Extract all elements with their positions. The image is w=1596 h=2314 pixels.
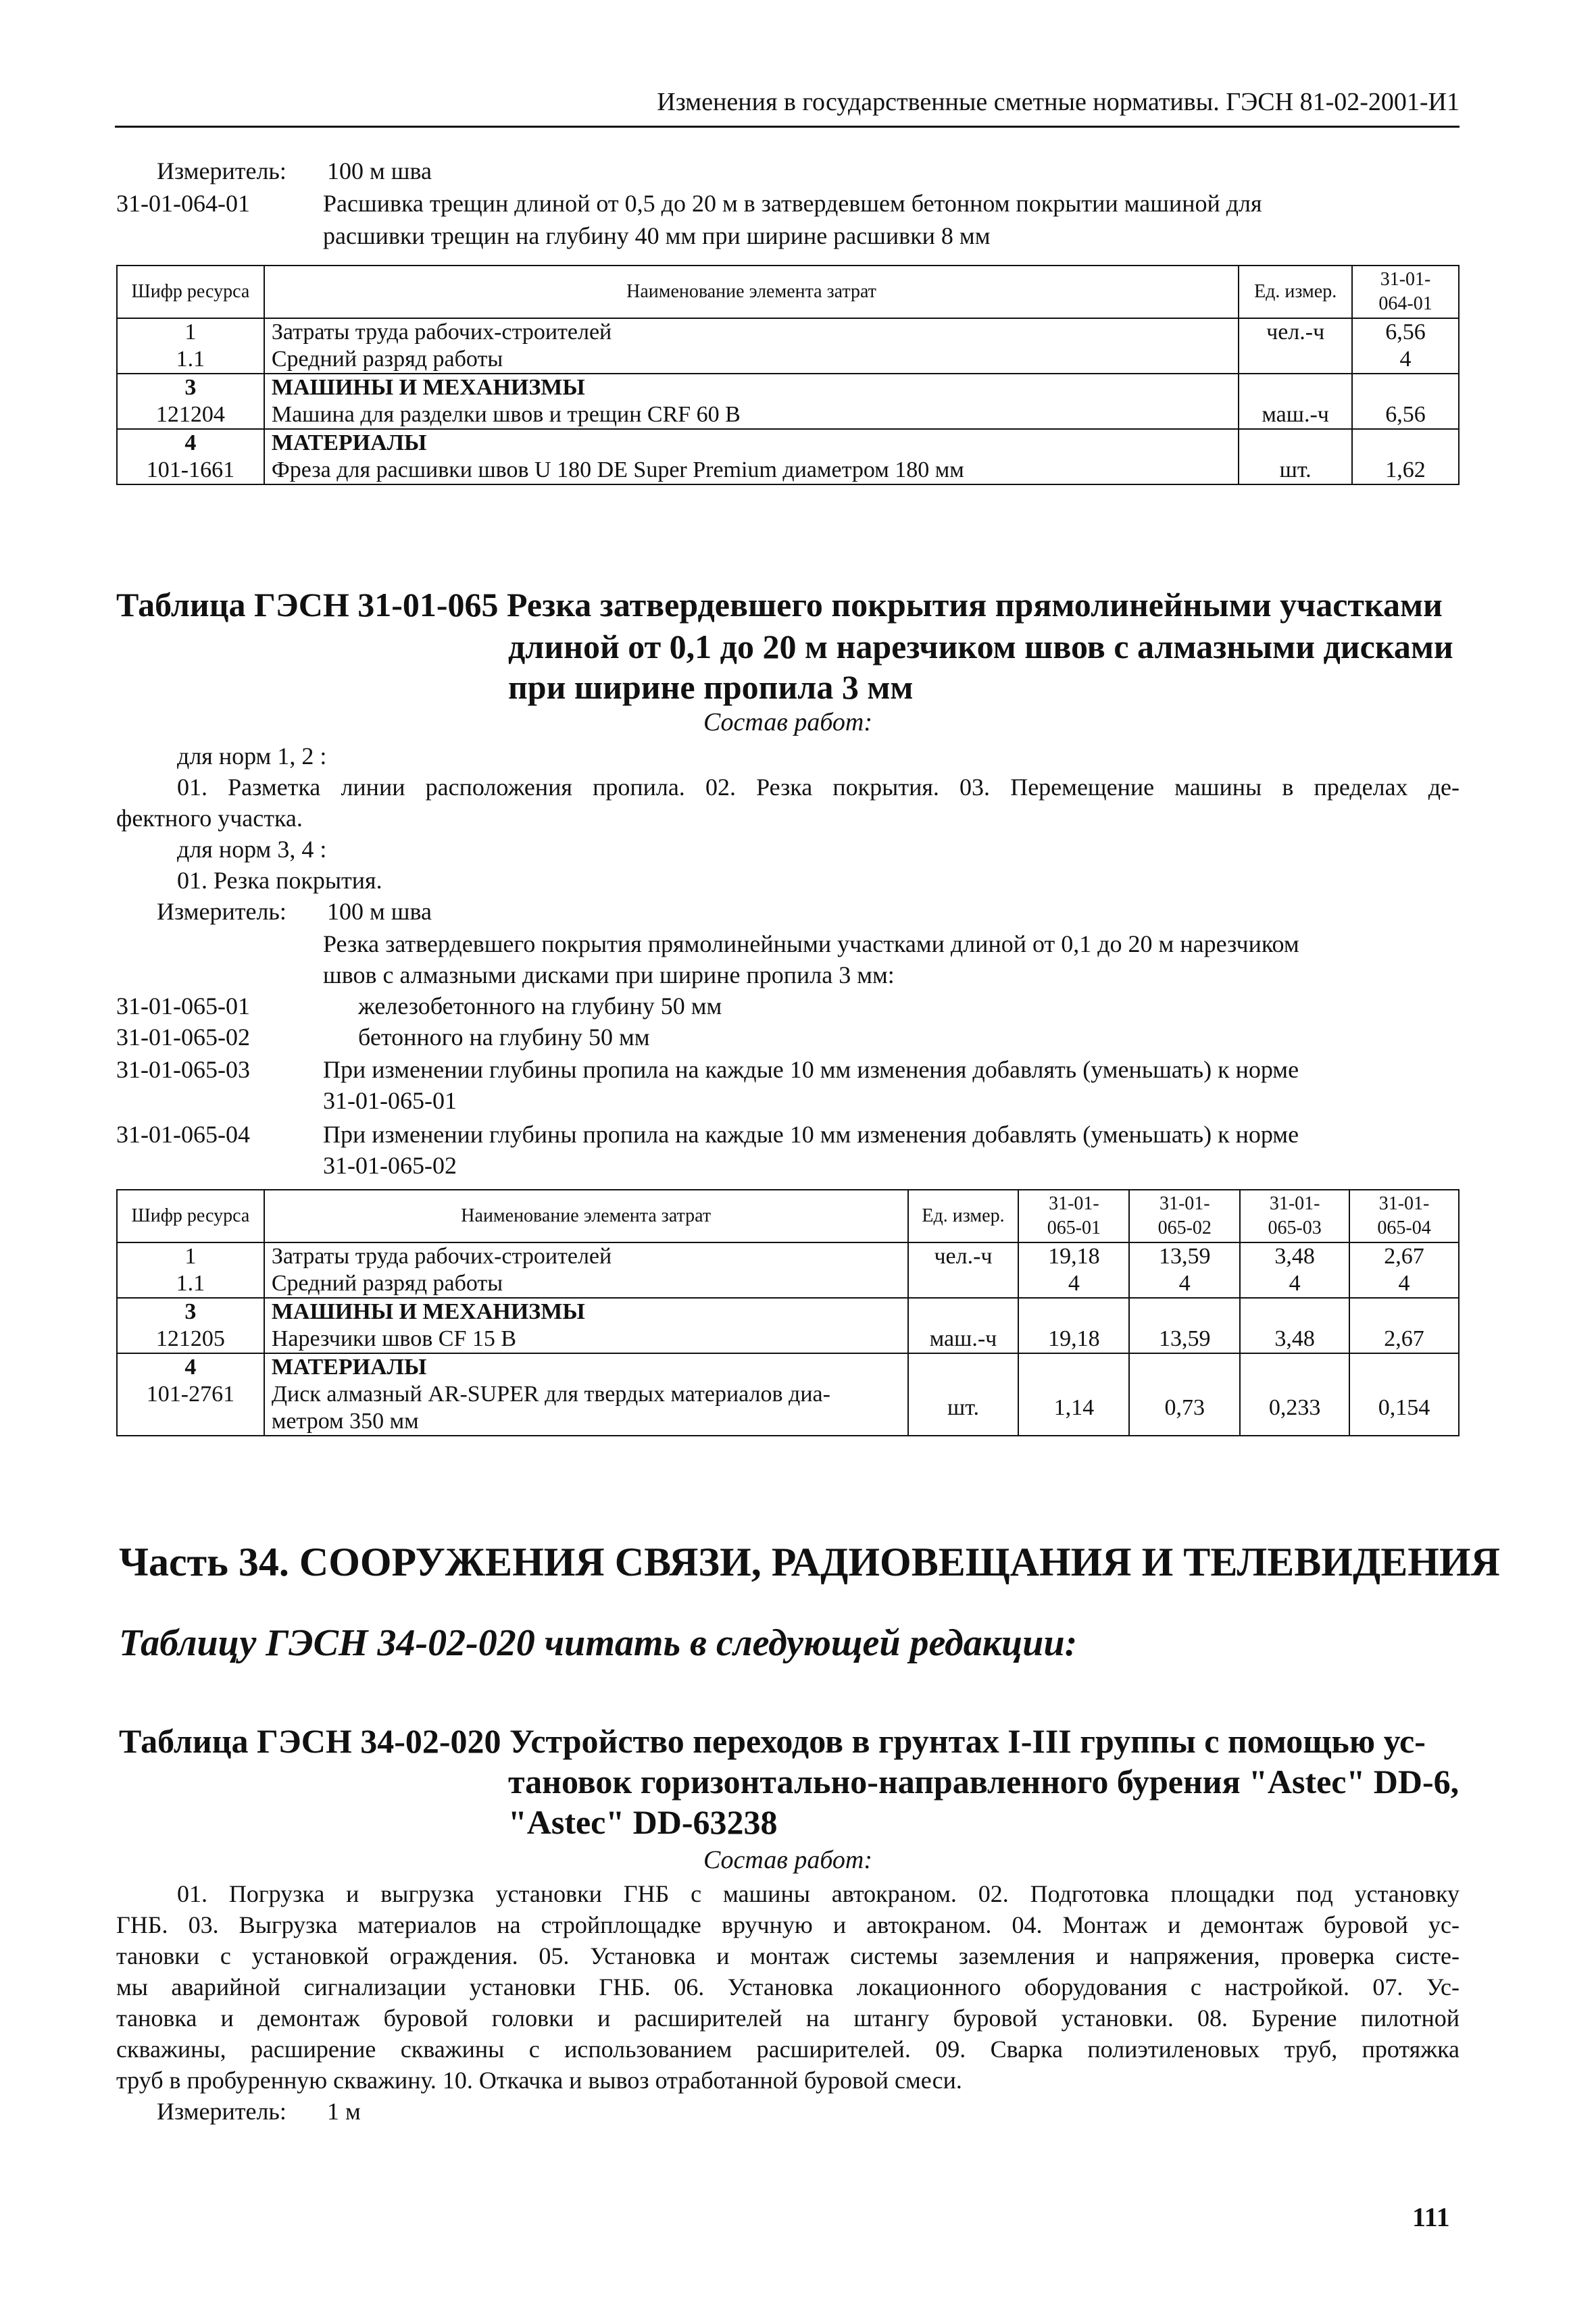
- cell-name: МАТЕРИАЛЫ: [264, 1353, 908, 1381]
- work-composition-label: Состав работ:: [703, 708, 873, 736]
- cell-name: МАШИНЫ И МЕХАНИЗМЫ: [264, 374, 1239, 401]
- col-norm-l2: 065-01: [1047, 1217, 1101, 1238]
- item-text: железобетонного на глубину 50 мм: [358, 992, 722, 1020]
- norm-description-line2: расшивки трещин на глубину 40 мм при ширине расшивки 8 мм: [323, 222, 991, 249]
- intro-line2: швов с алмазными дисками при ширине пропила 3 мм:: [323, 961, 895, 988]
- header-rule: [115, 126, 1460, 128]
- resource-table-064: [116, 265, 1460, 485]
- item-code: 31-01-065-01: [116, 992, 250, 1020]
- read-instruction: Таблицу ГЭСН 34-02-020 читать в следующей редакции:: [119, 1622, 1078, 1664]
- section-title-line3: при ширине пропила 3 мм: [508, 668, 914, 706]
- cell-unit: чел.-ч: [908, 1242, 1019, 1270]
- col-norm-l2: 065-04: [1377, 1217, 1431, 1238]
- cell-unit: [908, 1353, 1019, 1381]
- table-row: [117, 1326, 1459, 1353]
- page-number: 111: [1412, 2202, 1450, 2232]
- work-line: тановки с установкой ограждения. 05. Установка и монтаж системы заземления и напряжения, проверка систе-: [116, 1942, 1460, 1969]
- work-line: ГНБ. 03. Выгрузка материалов на стройплощадке вручную и автокраном. 04. Монтаж и демонтаж буровой ус-: [116, 1911, 1460, 1938]
- table-row: [117, 1298, 1459, 1326]
- cell-name: Затраты труда рабочих-строителей: [264, 1242, 908, 1270]
- cell-value: [1352, 374, 1459, 401]
- table-row: [117, 1270, 1459, 1298]
- col-norm-l1: 31-01-: [1159, 1193, 1210, 1214]
- cell-value: [1129, 1353, 1240, 1381]
- norms-3-4-label: для норм 3, 4 :: [177, 836, 327, 863]
- col-header-name: Наименование элемента затрат: [264, 1190, 908, 1242]
- table-row: [117, 346, 1459, 374]
- cell-name: Фреза для расшивки швов U 180 DE Super Premium диаметром 180 мм: [264, 457, 1239, 484]
- cell-name-line1: Диск алмазный AR-SUPER для твердых материалов диа-: [271, 1382, 830, 1407]
- cell-code: 101-1661: [117, 457, 264, 484]
- col-norm-l1: 31-01-: [1269, 1193, 1320, 1214]
- cell-value: 4: [1018, 1270, 1129, 1298]
- cell-value: 3,48: [1240, 1242, 1349, 1270]
- cell-name: Затраты труда рабочих-строителей: [264, 318, 1239, 346]
- cell-value: 1,62: [1352, 457, 1459, 484]
- cell-value: 6,56: [1352, 401, 1459, 429]
- table-row: [117, 1242, 1459, 1270]
- cell-unit: шт.: [908, 1381, 1019, 1436]
- col-header-unit: Ед. измер.: [1239, 266, 1352, 318]
- work-line: 01. Погрузка и выгрузка установки ГНБ с машины автокраном. 02. Подготовка площадки под установку: [177, 1880, 1460, 1907]
- cell-value: 2,67: [1349, 1242, 1459, 1270]
- cell-code: 121205: [117, 1326, 264, 1353]
- cell-value: 3,48: [1240, 1326, 1349, 1353]
- item-code: 31-01-065-04: [116, 1121, 250, 1148]
- col-header-code: Шифр ресурса: [117, 1190, 264, 1242]
- cell-value: [1018, 1298, 1129, 1326]
- cell-code: 3: [117, 374, 264, 401]
- part-title: Часть 34. СООРУЖЕНИЯ СВЯЗИ, РАДИОВЕЩАНИЯ И ТЕЛЕВИДЕНИЯ: [119, 1540, 1500, 1584]
- cell-value: 1,14: [1018, 1381, 1129, 1436]
- work-line: скважины, расширение скважины с использованием расширителей. 09. Сварка полиэтиленовых труб, протяжка: [116, 2036, 1460, 2063]
- cell-value: [1349, 1353, 1459, 1381]
- cell-value: 19,18: [1018, 1242, 1129, 1270]
- section-title-line3: "Astec" DD-63238: [508, 1803, 778, 1841]
- col-header-code: Шифр ресурса: [117, 266, 264, 318]
- cell-value: 0,233: [1240, 1381, 1349, 1436]
- cell-value: 19,18: [1018, 1326, 1129, 1353]
- cell-value: 4: [1352, 346, 1459, 374]
- norms-1-2-label: для норм 1, 2 :: [177, 743, 327, 770]
- work-1-2-line1: 01. Разметка линии расположения пропила. 02. Резка покрытия. 03. Перемещение машины в пределах де-: [177, 774, 1460, 801]
- section-title-line2: длиной от 0,1 до 20 м нарезчиком швов с алмазными дисками: [508, 628, 1453, 665]
- meter-value: 100 м шва: [327, 157, 432, 184]
- work-line: труб в пробуренную скважину. 10. Откачка и вывоз отработанной буровой смеси.: [116, 2067, 962, 2094]
- cell-unit: [908, 1270, 1019, 1298]
- cell-value: 13,59: [1129, 1326, 1240, 1353]
- cell-unit: маш.-ч: [908, 1326, 1019, 1353]
- cell-unit: шт.: [1239, 457, 1352, 484]
- cell-value: [1349, 1298, 1459, 1326]
- meter-label: Измеритель:: [157, 2098, 286, 2125]
- norm-code: 31-01-064-01: [116, 190, 250, 217]
- resource-table-065: [116, 1189, 1460, 1436]
- cell-unit: чел.-ч: [1239, 318, 1352, 346]
- table-row: [117, 318, 1459, 346]
- item-text: При изменении глубины пропила на каждые 10 мм изменения добавлять (уменьшать) к норме: [323, 1056, 1299, 1083]
- cell-value: 4: [1349, 1270, 1459, 1298]
- cell-name: Нарезчики швов CF 15 B: [264, 1326, 908, 1353]
- cell-name-line2: метром 350 мм: [271, 1409, 419, 1434]
- section-title-line2: тановок горизонтально-направленного бурения "Astec" DD-6,: [508, 1763, 1460, 1801]
- meter-label: Измеритель:: [157, 157, 286, 184]
- cell-code: 1: [117, 1242, 264, 1270]
- cell-code: 1.1: [117, 346, 264, 374]
- col-header-norm: [1240, 1190, 1349, 1242]
- cell-value: [1018, 1353, 1129, 1381]
- cell-code: 1.1: [117, 1270, 264, 1298]
- work-composition-label: Состав работ:: [703, 1846, 873, 1874]
- cell-value: [1352, 429, 1459, 457]
- item-code: 31-01-065-03: [116, 1056, 250, 1083]
- cell-name: МАШИНЫ И МЕХАНИЗМЫ: [264, 1298, 908, 1326]
- section-title-line1: Таблица ГЭСН 34-02-020 Устройство переходов в грунтах I-III группы с помощью ус-: [119, 1722, 1426, 1760]
- col-norm-l2: 065-02: [1157, 1217, 1212, 1238]
- col-header-norm: [1129, 1190, 1240, 1242]
- col-header-unit: Ед. измер.: [908, 1190, 1019, 1242]
- cell-unit: [1239, 346, 1352, 374]
- table-row: [117, 1353, 1459, 1381]
- table-row: [117, 374, 1459, 401]
- cell-value: 2,67: [1349, 1326, 1459, 1353]
- col-norm-l1: 31-01-: [1049, 1193, 1099, 1214]
- col-header-norm: [1352, 266, 1459, 318]
- col-header-norm: [1349, 1190, 1459, 1242]
- col-norm-l2: 064-01: [1378, 293, 1432, 314]
- meter-value: 1 м: [327, 2098, 361, 2125]
- work-line: тановка и демонтаж буровой головки и расширителей на штангу буровой установки. 08. Бурение пилотной: [116, 2005, 1460, 2032]
- col-header-name: Наименование элемента затрат: [264, 266, 1239, 318]
- meter-label: Измеритель:: [157, 898, 286, 925]
- cell-unit: [908, 1298, 1019, 1326]
- cell-code: 4: [117, 1353, 264, 1381]
- cell-value: 6,56: [1352, 318, 1459, 346]
- cell-unit: маш.-ч: [1239, 401, 1352, 429]
- cell-code: 1: [117, 318, 264, 346]
- section-title-line1: Таблица ГЭСН 31-01-065 Резка затвердевшего покрытия прямолинейными участками: [116, 586, 1443, 624]
- col-norm-l2: 065-03: [1268, 1217, 1322, 1238]
- cell-unit: [1239, 374, 1352, 401]
- table-row: [117, 457, 1459, 484]
- cell-name: МАТЕРИАЛЫ: [264, 429, 1239, 457]
- table-row: [117, 1381, 1459, 1436]
- item-text-cont: 31-01-065-01: [323, 1087, 457, 1114]
- meter-value: 100 м шва: [327, 898, 432, 925]
- table-row: [117, 401, 1459, 429]
- work-1-2-line2: фектного участка.: [116, 805, 303, 832]
- cell-value: [1240, 1298, 1349, 1326]
- col-header-norm: [1018, 1190, 1129, 1242]
- cell-code: 3: [117, 1298, 264, 1326]
- cell-code: 121204: [117, 401, 264, 429]
- cell-code: 101-2761: [117, 1381, 264, 1436]
- cell-name: Средний разряд работы: [264, 346, 1239, 374]
- table-row: [117, 429, 1459, 457]
- cell-value: 4: [1240, 1270, 1349, 1298]
- work-line: мы аварийной сигнализации установки ГНБ. 06. Установка локационного оборудования с настройкой. 07. Ус-: [116, 1973, 1460, 2001]
- col-norm-l1: 31-01-: [1378, 1193, 1430, 1214]
- cell-unit: [1239, 429, 1352, 457]
- cell-value: 4: [1129, 1270, 1240, 1298]
- item-code: 31-01-065-02: [116, 1024, 250, 1051]
- item-text-cont: 31-01-065-02: [323, 1152, 457, 1179]
- cell-value: 13,59: [1129, 1242, 1240, 1270]
- item-text: бетонного на глубину 50 мм: [358, 1024, 650, 1051]
- cell-value: 0,154: [1349, 1381, 1459, 1436]
- running-header: Изменения в государственные сметные нормативы. ГЭСН 81-02-2001-И1: [657, 88, 1460, 116]
- cell-value: [1240, 1353, 1349, 1381]
- cell-code: 4: [117, 429, 264, 457]
- cell-value: 0,73: [1129, 1381, 1240, 1436]
- item-text: При изменении глубины пропила на каждые 10 мм изменения добавлять (уменьшать) к норме: [323, 1121, 1299, 1148]
- cell-name: [264, 1381, 908, 1436]
- norm-description-line1: Расшивка трещин длиной от 0,5 до 20 м в затвердевшем бетонном покрытии машиной для: [323, 190, 1262, 217]
- col-norm-l1: 31-01-: [1380, 269, 1431, 290]
- cell-name: Средний разряд работы: [264, 1270, 908, 1298]
- cell-value: [1129, 1298, 1240, 1326]
- work-3-4: 01. Резка покрытия.: [177, 867, 382, 894]
- intro-line1: Резка затвердевшего покрытия прямолинейными участками длиной от 0,1 до 20 м нарезчиком: [323, 930, 1299, 957]
- cell-name: Машина для разделки швов и трещин CRF 60 B: [264, 401, 1239, 429]
